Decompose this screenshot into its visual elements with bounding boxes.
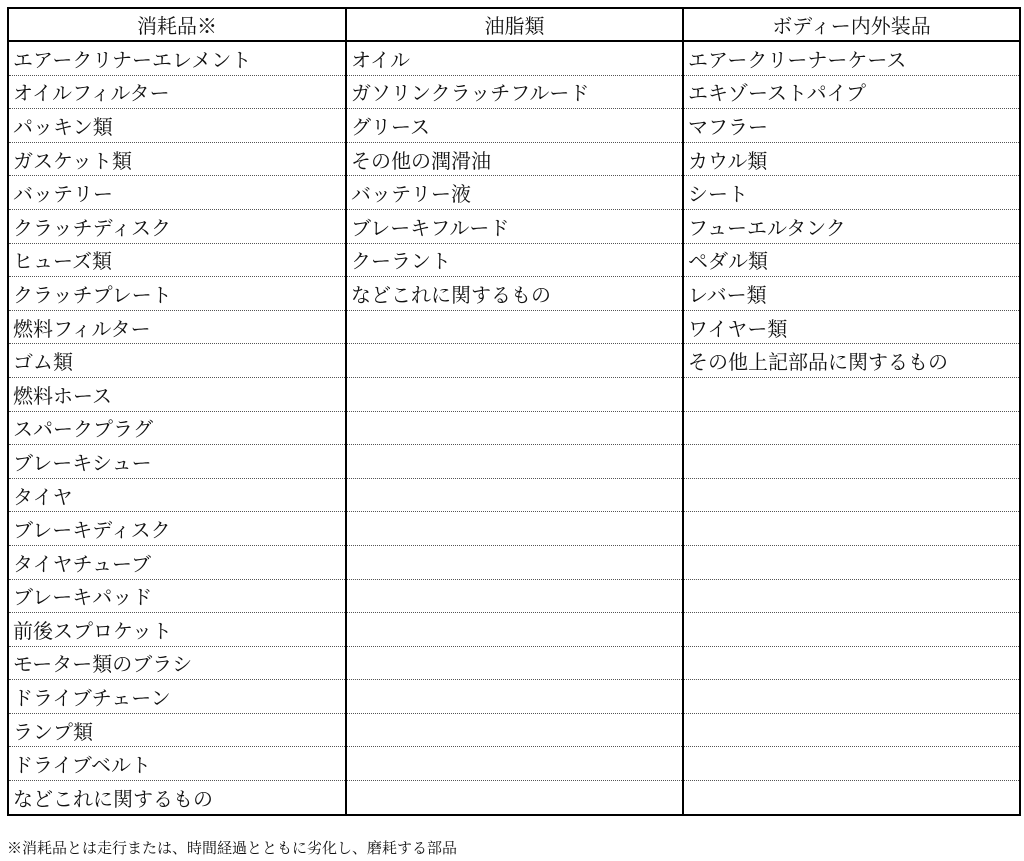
header-body-parts: ボディー内外装品 xyxy=(683,8,1020,41)
cell-lubricants: クーラント xyxy=(346,243,683,277)
cell-lubricants xyxy=(346,377,683,411)
table-row xyxy=(8,142,1020,176)
table-row xyxy=(8,747,1020,781)
cell-lubricants xyxy=(346,747,683,781)
cell-body-parts xyxy=(683,377,1020,411)
cell-consumables: 燃料フィルター xyxy=(8,310,346,344)
cell-lubricants: バッテリー液 xyxy=(346,176,683,210)
parts-classification-sheet xyxy=(7,7,1019,816)
cell-consumables: モーター類のブラシ xyxy=(8,646,346,680)
cell-consumables: ヒューズ類 xyxy=(8,243,346,277)
cell-body-parts xyxy=(683,512,1020,546)
cell-consumables: ランプ類 xyxy=(8,713,346,747)
cell-lubricants: などこれに関するもの xyxy=(346,277,683,311)
table-row xyxy=(8,41,1020,75)
cell-body-parts xyxy=(683,781,1020,815)
cell-body-parts xyxy=(683,613,1020,647)
cell-consumables: ドライブベルト xyxy=(8,747,346,781)
table-row xyxy=(8,781,1020,815)
footnote: ※消耗品とは走行または、時間経過とともに劣化し、磨耗する部品 xyxy=(7,839,458,857)
cell-consumables: パッキン類 xyxy=(8,109,346,143)
cell-consumables: などこれに関するもの xyxy=(8,781,346,815)
table-body xyxy=(8,41,1020,815)
table-row xyxy=(8,512,1020,546)
cell-body-parts xyxy=(683,747,1020,781)
cell-body-parts: エキゾーストパイプ xyxy=(683,75,1020,109)
cell-lubricants xyxy=(346,478,683,512)
table-row xyxy=(8,377,1020,411)
table-row xyxy=(8,176,1020,210)
cell-lubricants xyxy=(346,579,683,613)
cell-consumables: ガスケット類 xyxy=(8,142,346,176)
cell-lubricants: グリース xyxy=(346,109,683,143)
table-row xyxy=(8,713,1020,747)
cell-lubricants xyxy=(346,781,683,815)
table-row xyxy=(8,478,1020,512)
cell-body-parts: エアークリーナーケース xyxy=(683,41,1020,75)
cell-lubricants: ブレーキフルード xyxy=(346,209,683,243)
table-row xyxy=(8,411,1020,445)
table-header xyxy=(8,8,1020,41)
table-row xyxy=(8,310,1020,344)
cell-consumables: クラッチプレート xyxy=(8,277,346,311)
cell-body-parts xyxy=(683,478,1020,512)
cell-lubricants xyxy=(346,545,683,579)
table-row xyxy=(8,545,1020,579)
cell-body-parts xyxy=(683,411,1020,445)
cell-lubricants xyxy=(346,411,683,445)
table-row xyxy=(8,209,1020,243)
cell-body-parts: マフラー xyxy=(683,109,1020,143)
cell-lubricants xyxy=(346,646,683,680)
header-lubricants: 油脂類 xyxy=(346,8,683,41)
header-row xyxy=(8,8,1020,41)
cell-lubricants xyxy=(346,310,683,344)
cell-lubricants: ガソリンクラッチフルード xyxy=(346,75,683,109)
cell-lubricants xyxy=(346,445,683,479)
cell-body-parts xyxy=(683,713,1020,747)
cell-consumables: スパークプラグ xyxy=(8,411,346,445)
cell-consumables: ゴム類 xyxy=(8,344,346,378)
table-row xyxy=(8,277,1020,311)
cell-consumables: ブレーキパッド xyxy=(8,579,346,613)
cell-consumables: クラッチディスク xyxy=(8,209,346,243)
cell-lubricants xyxy=(346,680,683,714)
cell-body-parts: その他上記部品に関するもの xyxy=(683,344,1020,378)
cell-consumables: タイヤ xyxy=(8,478,346,512)
table-row xyxy=(8,680,1020,714)
cell-body-parts: シート xyxy=(683,176,1020,210)
cell-lubricants xyxy=(346,344,683,378)
cell-consumables: 前後スプロケット xyxy=(8,613,346,647)
table-row xyxy=(8,445,1020,479)
cell-lubricants: その他の潤滑油 xyxy=(346,142,683,176)
cell-body-parts xyxy=(683,646,1020,680)
cell-lubricants xyxy=(346,512,683,546)
header-consumables: 消耗品※ xyxy=(8,8,346,41)
cell-consumables: バッテリー xyxy=(8,176,346,210)
cell-body-parts: レバー類 xyxy=(683,277,1020,311)
cell-body-parts: ペダル類 xyxy=(683,243,1020,277)
table-row xyxy=(8,646,1020,680)
cell-consumables: ブレーキシュー xyxy=(8,445,346,479)
cell-consumables: 燃料ホース xyxy=(8,377,346,411)
cell-lubricants xyxy=(346,713,683,747)
cell-body-parts xyxy=(683,445,1020,479)
cell-consumables: オイルフィルター xyxy=(8,75,346,109)
cell-body-parts xyxy=(683,545,1020,579)
table-row xyxy=(8,109,1020,143)
table-row xyxy=(8,243,1020,277)
cell-consumables: ドライブチェーン xyxy=(8,680,346,714)
table-row xyxy=(8,75,1020,109)
cell-consumables: ブレーキディスク xyxy=(8,512,346,546)
table-row xyxy=(8,579,1020,613)
cell-consumables: タイヤチューブ xyxy=(8,545,346,579)
cell-body-parts xyxy=(683,680,1020,714)
table-row xyxy=(8,344,1020,378)
cell-body-parts xyxy=(683,579,1020,613)
cell-consumables: エアークリナーエレメント xyxy=(8,41,346,75)
cell-body-parts: フューエルタンク xyxy=(683,209,1020,243)
cell-lubricants xyxy=(346,613,683,647)
cell-body-parts: ワイヤー類 xyxy=(683,310,1020,344)
cell-body-parts: カウル類 xyxy=(683,142,1020,176)
table-row xyxy=(8,613,1020,647)
parts-classification-table xyxy=(7,7,1021,816)
cell-lubricants: オイル xyxy=(346,41,683,75)
